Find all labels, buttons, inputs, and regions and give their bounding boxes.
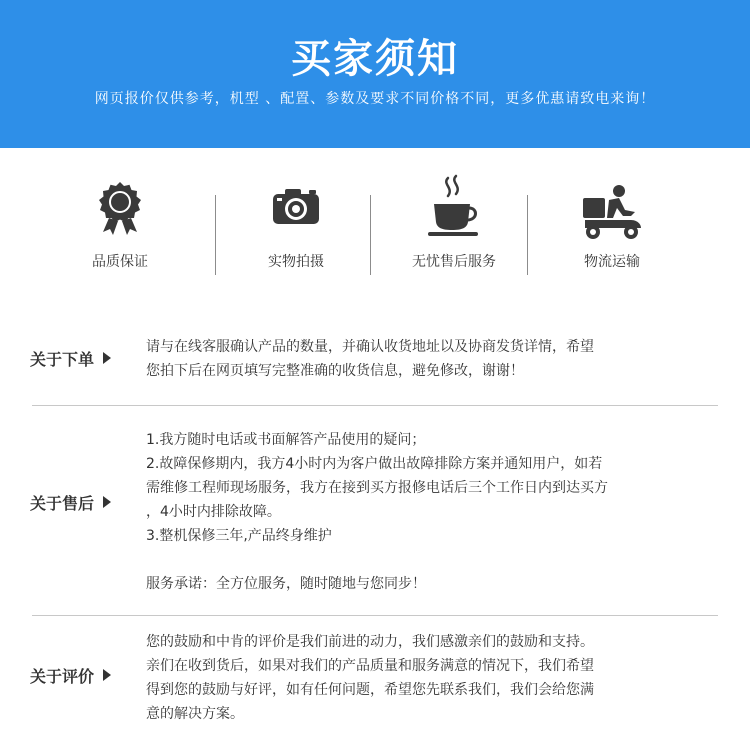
section-title: 关于评价: [30, 666, 111, 688]
feature-label: 无忧售后服务: [412, 254, 496, 270]
divider: [370, 195, 371, 275]
medal-icon: [94, 180, 146, 240]
section-body: 请与在线客服确认产品的数量，并确认收货地址以及协商发货详情，希望 您拍下后在网页填写完整准确的收货信息，避免修改，谢谢！: [146, 339, 594, 379]
feature-quality: [42, 178, 198, 278]
feature-logistics: [534, 178, 690, 278]
section-ordering: [0, 330, 750, 405]
divider: [32, 405, 718, 406]
page-title: 买家须知: [291, 36, 459, 82]
divider: [527, 195, 528, 275]
header-banner: [0, 0, 750, 148]
divider: [32, 615, 718, 616]
section-body: 您的鼓励和中肯的评价是我们前进的动力，我们感激亲们的鼓励和支持。 亲们在收到货后，如果对我们的产品质量和服务满意的情况下，我们希望 得到您的鼓励与好评，如有任何问题，希望您先联系我们，我们会给您满 意的解决方案。: [146, 634, 594, 722]
feature-label: 物流运输: [584, 254, 640, 270]
section-title: 关于下单: [30, 349, 111, 371]
delivery-scooter-icon: [579, 182, 645, 246]
feature-label: 品质保证: [92, 254, 148, 270]
features-row: [42, 178, 708, 278]
camera-icon: [271, 186, 321, 230]
section-after-sales: [0, 426, 750, 606]
play-arrow-icon: [103, 352, 111, 364]
banner-subtitle: 网页报价仅供参考，机型 、配置、参数及要求不同价格不同，更多优惠请致电来询！: [94, 91, 656, 107]
coffee-cup-icon: [424, 174, 484, 244]
section-title: 关于售后: [30, 493, 111, 515]
feature-photo: [218, 178, 374, 278]
feature-service: [376, 178, 532, 278]
feature-label: 实物拍摄: [268, 254, 324, 270]
section-reviews: [0, 628, 750, 738]
play-arrow-icon: [103, 496, 111, 508]
play-arrow-icon: [103, 669, 111, 681]
section-body: 1.我方随时电话或书面解答产品使用的疑问； 2.故障保修期内，我方4小时内为客户做出故障排除方案并通知用户，如若 需维修工程师现场服务，我方在接到买方报修电话后三个工作日内到达买方 ，4小时内排除故障。 3.整机保修三年,产品终身维护 服务承诺：全方位服务，随时随地与您同步！: [146, 432, 608, 592]
divider: [215, 195, 216, 275]
